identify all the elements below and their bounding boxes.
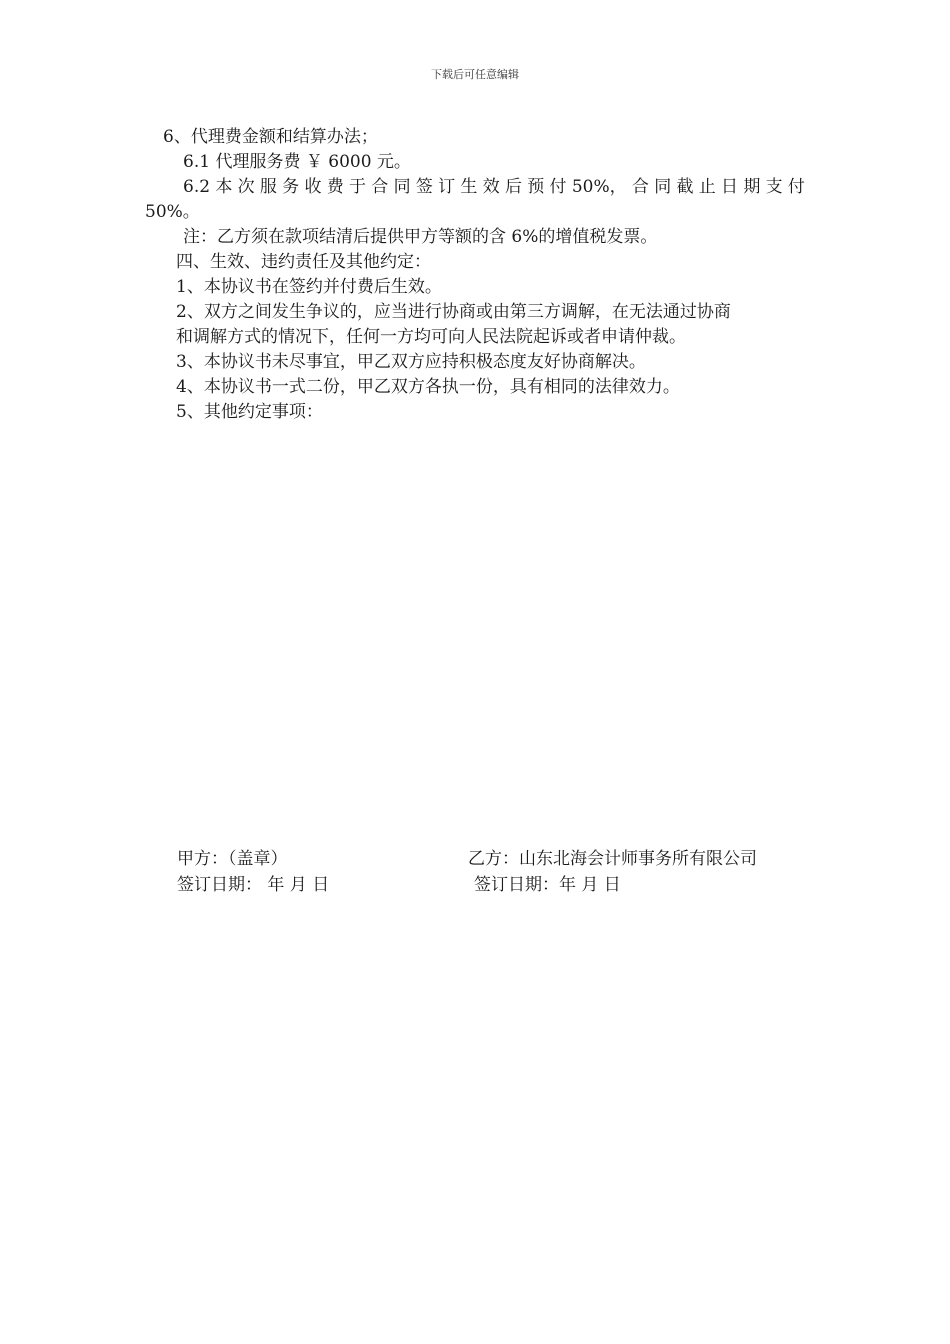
item6-2-line1 (183, 175, 805, 199)
item6-2-char: 同 (654, 177, 672, 197)
item6-2-line2: 50%。 (145, 202, 200, 222)
item6-2-char: 付 (549, 177, 567, 197)
item6-2-char: 于 (349, 177, 367, 197)
party-b-date: 签订日期：年 月 日 (474, 875, 621, 895)
clause-3: 3、本协议书未尽事宜，甲乙双方应持积极态度友好协商解决。 (176, 352, 646, 372)
item6-2-char: 合 (631, 177, 649, 197)
item6-2-char: 本 (215, 177, 233, 197)
clause-1: 1、本协议书在签约并付费后生效。 (176, 277, 442, 297)
item6-2-char: 后 (504, 177, 522, 197)
clause-5: 5、其他约定事项： (176, 402, 323, 422)
item6-2-char: 签 (415, 177, 433, 197)
item6-2-char: 日 (721, 177, 739, 197)
party-b-label: 乙方：山东北海会计师事务所有限公司 (468, 849, 757, 869)
item6-2-char: 收 (304, 177, 322, 197)
party-a-label: 甲方：（盖章） (177, 849, 288, 869)
item6-1: 6.1 代理服务费 ￥ 6000 元。 (183, 152, 411, 172)
item6-2-char: 付 (787, 177, 805, 197)
item6-2-char: 服 (259, 177, 277, 197)
clause-2-line1: 2、双方之间发生争议的，应当进行协商或由第三方调解，在无法通过协商 (176, 302, 731, 322)
item6-2-char: 费 (326, 177, 344, 197)
item6-2-char: 支 (765, 177, 783, 197)
section4-title: 四、生效、违约责任及其他约定： (176, 252, 431, 272)
item6-2-char: 50%， (571, 177, 627, 197)
item6-2-char: 订 (438, 177, 456, 197)
item6-2-char: 止 (698, 177, 716, 197)
header-note: 下载后可任意编辑 (431, 68, 519, 81)
item6-2-char: 同 (393, 177, 411, 197)
item6-2-char: 务 (282, 177, 300, 197)
item6-2-char: 合 (371, 177, 389, 197)
item6-2-char: 6.2 (183, 177, 211, 197)
payment-note: 注：乙方须在款项结清后提供甲方等额的含 6%的增值税发票。 (183, 227, 658, 247)
item6-2-char: 生 (460, 177, 478, 197)
item6-2-char: 预 (527, 177, 545, 197)
clause-2-line2: 和调解方式的情况下，任何一方均可向人民法院起诉或者申请仲裁。 (176, 327, 686, 347)
party-a-date: 签订日期： 年 月 日 (177, 875, 330, 895)
item6-2-char: 效 (482, 177, 500, 197)
item6-2-char: 期 (743, 177, 761, 197)
item6-2-char: 次 (237, 177, 255, 197)
item6-title: 6、代理费金额和结算办法； (163, 127, 378, 147)
item6-2-char: 截 (676, 177, 694, 197)
clause-4: 4、本协议书一式二份，甲乙双方各执一份，具有相同的法律效力。 (176, 377, 680, 397)
